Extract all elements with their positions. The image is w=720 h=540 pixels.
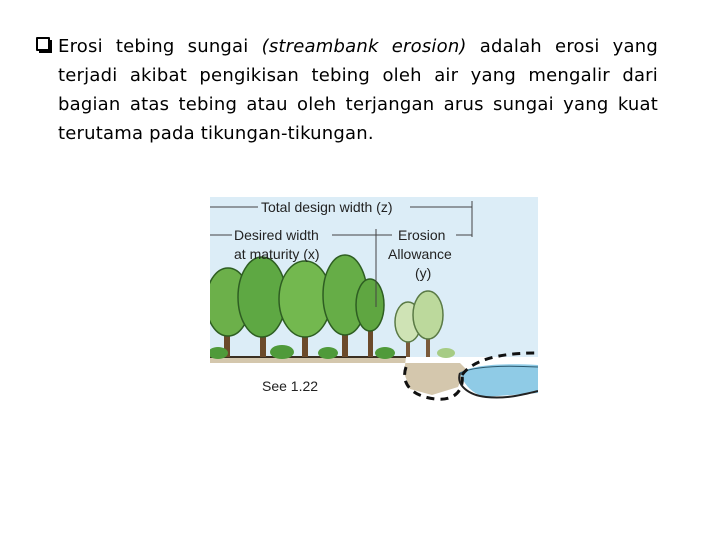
para-start: Erosi tebing sungai: [58, 36, 262, 57]
total-design-width-label: Total design width (z): [261, 199, 393, 215]
erosion-allowance-label-line2: Allowance: [388, 246, 452, 262]
checkbox-bullet-icon: [36, 37, 50, 51]
paragraph: [58, 32, 658, 148]
para-end: adalah erosi yang terjadi akibat pengikisan tebing oleh air yang mengalir dari bagian atas tebing atau oleh terjangan arus sungai yang kuat terutama pada tikungan-tikungan.: [58, 36, 658, 144]
para-italic-term: (streambank erosion): [261, 36, 467, 57]
bullet-item: [36, 32, 658, 148]
erosion-allowance-label-line1: Erosion: [398, 227, 446, 243]
desired-width-label-line1: Desired width: [234, 227, 319, 243]
see-reference-label: See 1.22: [262, 378, 319, 394]
desired-width-label-line2: at maturity (x): [234, 246, 320, 262]
erosion-allowance-label-line3: (y): [415, 265, 432, 281]
streambank-erosion-illustration: [210, 197, 538, 415]
